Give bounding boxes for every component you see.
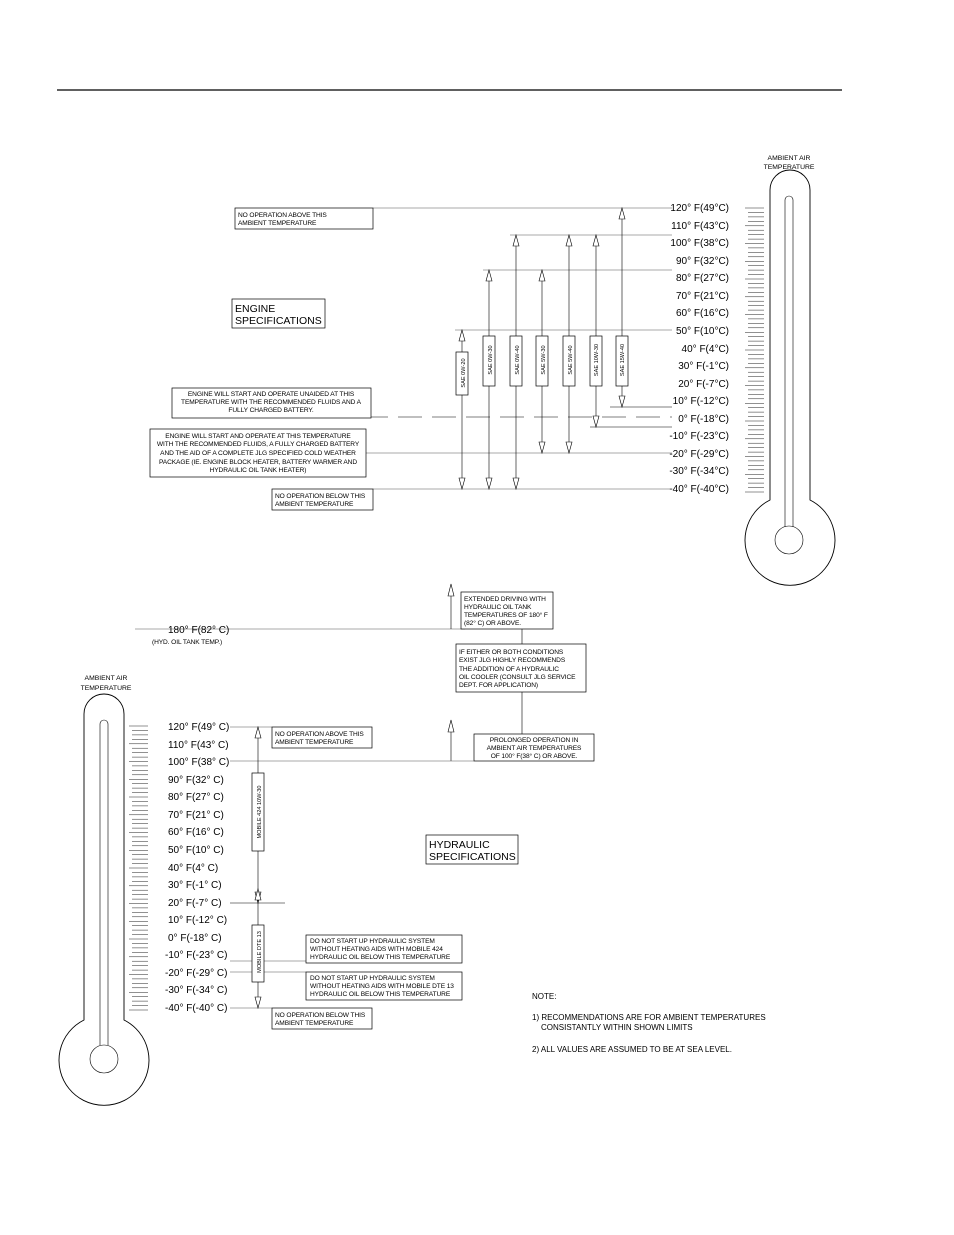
range-sae-10w-30	[590, 235, 602, 427]
engine-scale-0f: 0° F(-18°C)	[678, 414, 729, 425]
engine-scale-50f: 50° F(10°C)	[675, 326, 729, 337]
engine-thermometer-caption-line1: AMBIENT AIR	[767, 155, 811, 162]
note-1-line2: CONSISTANTLY WITHIN SHOWN LIMITS	[541, 1023, 693, 1032]
hydraulic-scale-100f: 100° F(38° C)	[168, 757, 230, 768]
oil-label-sae-0w-40: SAE 0W-40	[515, 345, 521, 375]
hydraulic-scale-30f: 30° F(-1° C)	[168, 880, 222, 891]
hydraulic-ambient-arrow-head	[448, 720, 454, 732]
engine-thermometer-outline	[745, 170, 835, 585]
notes-block	[532, 992, 766, 1054]
range-sae-10w-30-arrow-down	[593, 416, 599, 427]
hydraulic-scale-110f: 110° F(43° C)	[168, 740, 229, 751]
hydraulic-scale-minus20f: -20° F(-29° C)	[165, 968, 228, 979]
range-sae-0w-20-arrow-up	[459, 330, 465, 341]
hydraulic-scale-120f: 120° F(49° C)	[168, 722, 230, 733]
hydraulic-scale-minus40f: -40° F(-40° C)	[165, 1003, 228, 1014]
hydraulic-scale-10f: 10° F(-12° C)	[168, 915, 228, 926]
range-sae-5w-40-arrow-down	[566, 442, 572, 453]
hydraulic-prolonged-line3: OF 100° F(38° C) OR ABOVE.	[490, 753, 578, 760]
hydraulic-scale-90f: 90° F(32° C)	[168, 775, 224, 786]
hydraulic-either-line5: DEPT. FOR APPLICATION)	[459, 682, 539, 689]
range-sae-5w-40-arrow-up	[566, 235, 572, 246]
hydraulic-extended-line2: HYDRAULIC OIL TANK	[464, 604, 532, 611]
engine-scale-100f: 100° F(38°C)	[670, 238, 729, 249]
engine-no-op-below-line2: AMBIENT TEMPERATURE	[275, 501, 354, 508]
hydraulic-scale-minus10f: -10° F(-23° C)	[165, 950, 228, 961]
hydraulic-scale-20f: 20° F(-7° C)	[168, 898, 222, 909]
hydraulic-scale-80f: 80° F(27° C)	[168, 792, 224, 803]
range-sae-15w-40-arrow-down	[619, 396, 625, 407]
hydraulic-no-op-above-line2: AMBIENT TEMPERATURE	[275, 739, 354, 746]
range-sae-0w-30	[483, 270, 495, 489]
hydraulic-mobile424-warning-line1: DO NOT START UP HYDRAULIC SYSTEM	[310, 938, 435, 945]
engine-scale-minus40f: -40° F(-40°C)	[669, 484, 729, 495]
oil-label-sae-0w-20: SAE 0W-20	[461, 358, 467, 388]
engine-scale-minus10f: -10° F(-23°C)	[669, 431, 729, 442]
hydraulic-thermometer-bulb	[90, 1045, 118, 1073]
hydraulic-tank-temp-caption: (HYD. OIL TANK TEMP.)	[152, 639, 223, 646]
hydraulic-either-line2: EXIST JLG HIGHLY RECOMMENDS	[459, 657, 566, 664]
engine-title-line1: ENGINE	[235, 303, 276, 315]
hydraulic-extended-line3: TEMPERATURES OF 180° F	[464, 612, 548, 619]
note-2: 2) ALL VALUES ARE ASSUMED TO BE AT SEA LEVEL.	[532, 1045, 732, 1054]
range-sae-15w-40	[616, 208, 628, 407]
range-sae-0w-30-arrow-down	[486, 478, 492, 489]
engine-scale-60f: 60° F(16°C)	[675, 308, 729, 319]
engine-temperature-scale	[669, 203, 729, 495]
range-sae-0w-20	[456, 330, 468, 489]
hydraulic-dte13-warning-line3: HYDRAULIC OIL BELOW THIS TEMPERATURE	[310, 991, 451, 998]
range-sae-5w-40	[563, 235, 575, 453]
hydraulic-scale-0f: 0° F(-18° C)	[168, 933, 222, 944]
hydraulic-thermometer-outline	[59, 694, 149, 1105]
engine-thermometer-bulb	[775, 526, 803, 554]
engine-no-op-above-line2: AMBIENT TEMPERATURE	[238, 220, 317, 227]
hydraulic-no-op-below-line2: AMBIENT TEMPERATURE	[275, 1020, 354, 1027]
range-sae-0w-20-arrow-down	[459, 478, 465, 489]
hydraulic-specifications-section	[59, 584, 594, 1105]
hydraulic-extended-line4: (82° C) OR ABOVE.	[464, 620, 521, 627]
engine-scale-70f: 70° F(21°C)	[675, 291, 729, 302]
oil-label-mobile-424: MOBILE 424 10W-30	[257, 785, 263, 839]
range-sae-5w-30-arrow-up	[539, 270, 545, 281]
oil-label-sae-5w-30: SAE 5W-30	[541, 345, 547, 375]
hydraulic-thermometer	[59, 675, 149, 1105]
hydraulic-tank-arrow-head	[448, 584, 454, 596]
engine-unaided-line1: ENGINE WILL START AND OPERATE UNAIDED AT THIS	[187, 391, 355, 398]
hydraulic-prolonged-line2: AMBIENT AIR TEMPERATURES	[486, 745, 582, 752]
engine-cold-weather-line3: AND THE AID OF A COMPLETE JLG SPECIFIED COLD WEATHER	[160, 450, 356, 457]
engine-cold-weather-line2: WITH THE RECOMMENDED FLUIDS, A FULLY CHARGED BATTERY	[156, 441, 360, 448]
engine-thermometer-ticks	[745, 208, 764, 492]
engine-scale-40f: 40° F(4°C)	[681, 344, 729, 355]
hydraulic-thermometer-caption-line2: TEMPERATURE	[80, 685, 132, 692]
engine-no-op-above-line1: NO OPERATION ABOVE THIS	[238, 212, 327, 219]
hydraulic-temperature-scale	[165, 722, 229, 1014]
engine-specifications-section	[150, 155, 835, 585]
hydraulic-mobile424-warning-line2: WITHOUT HEATING AIDS WITH MOBILE 424	[310, 946, 443, 953]
engine-cold-weather-line4: PACKAGE (IE. ENGINE BLOCK HEATER, BATTERY WARMER AND	[158, 459, 358, 466]
engine-thermometer-caption-line2: TEMPERATURE	[763, 164, 815, 171]
hydraulic-thermometer-tube	[100, 720, 108, 1045]
engine-thermometer	[745, 155, 835, 585]
engine-unaided-line3: FULLY CHARGED BATTERY.	[228, 407, 314, 414]
hydraulic-prolonged-line1: PROLONGED OPERATION IN	[489, 737, 579, 744]
engine-title-line2: SPECIFICATIONS	[235, 315, 322, 327]
hydraulic-mobile424-warning-line3: HYDRAULIC OIL BELOW THIS TEMPERATURE	[310, 954, 451, 961]
hydraulic-no-op-below-line1: NO OPERATION BELOW THIS	[275, 1012, 366, 1019]
hydraulic-scale-minus30f: -30° F(-34° C)	[165, 985, 228, 996]
oil-label-sae-5w-40: SAE 5W-40	[568, 345, 574, 375]
engine-scale-10f: 10° F(-12°C)	[672, 396, 729, 407]
oil-label-sae-10w-30: SAE 10W-30	[594, 343, 600, 377]
hydraulic-title-line2: SPECIFICATIONS	[429, 851, 516, 863]
engine-cold-weather-line1: ENGINE WILL START AND OPERATE AT THIS TEMPERATURE	[165, 433, 351, 440]
engine-thermometer-tube	[785, 196, 793, 527]
oil-label-sae-15w-40: SAE 15W-40	[620, 343, 626, 377]
range-sae-0w-30-arrow-up	[486, 270, 492, 281]
hydraulic-dte13-warning-line1: DO NOT START UP HYDRAULIC SYSTEM	[310, 975, 435, 982]
engine-scale-90f: 90° F(32°C)	[675, 256, 729, 267]
engine-scale-110f: 110° F(43°C)	[671, 221, 729, 232]
range-mobile-424-arrow-up	[255, 727, 261, 738]
engine-scale-30f: 30° F(-1°C)	[678, 361, 729, 372]
hydraulic-scale-50f: 50° F(10° C)	[168, 845, 224, 856]
hydraulic-dte13-warning-line2: WITHOUT HEATING AIDS WITH MOBILE DTE 13	[310, 983, 454, 990]
hydraulic-no-op-above-line1: NO OPERATION ABOVE THIS	[275, 731, 364, 738]
hydraulic-thermometer-ticks	[129, 726, 148, 1010]
range-sae-15w-40-arrow-up	[619, 208, 625, 219]
hydraulic-either-line3: THE ADDITION OF A HYDRAULIC	[459, 666, 559, 673]
hydraulic-thermometer-caption-line1: AMBIENT AIR	[84, 675, 128, 682]
hydraulic-tank-temp: 180° F(82° C)	[168, 625, 230, 636]
oil-label-mobile-dte-13: MOBILE DTE 13	[257, 931, 263, 973]
engine-scale-20f: 20° F(-7°C)	[678, 379, 729, 390]
engine-scale-120f: 120° F(49°C)	[670, 203, 729, 214]
hydraulic-either-line4: OIL COOLER (CONSULT JLG SERVICE	[459, 674, 576, 681]
range-sae-0w-40-arrow-up	[513, 235, 519, 246]
hydraulic-scale-40f: 40° F(4° C)	[168, 863, 219, 874]
hydraulic-either-line1: IF EITHER OR BOTH CONDITIONS	[459, 649, 564, 656]
engine-cold-weather-line5: HYDRAULIC OIL TANK HEATER)	[209, 467, 307, 474]
hydraulic-extended-line1: EXTENDED DRIVING WITH	[464, 596, 546, 603]
engine-unaided-line2: TEMPERATURE WITH THE RECOMMENDED FLUIDS AND A	[181, 399, 361, 406]
engine-scale-minus20f: -20° F(-29°C)	[669, 449, 729, 460]
note-1-line1: 1) RECOMMENDATIONS ARE FOR AMBIENT TEMPERATURES	[532, 1013, 766, 1022]
hydraulic-title-line1: HYDRAULIC	[429, 839, 490, 851]
notes-heading: NOTE:	[532, 992, 557, 1001]
range-sae-0w-40-arrow-down	[513, 478, 519, 489]
hydraulic-scale-70f: 70° F(21° C)	[168, 810, 224, 821]
engine-no-op-below-line1: NO OPERATION BELOW THIS	[275, 493, 366, 500]
engine-scale-minus30f: -30° F(-34°C)	[669, 466, 729, 477]
range-sae-5w-30-arrow-down	[539, 442, 545, 453]
oil-label-sae-0w-30: SAE 0W-30	[488, 345, 494, 375]
range-sae-10w-30-arrow-up	[593, 235, 599, 246]
engine-scale-80f: 80° F(27°C)	[675, 273, 729, 284]
range-mobile-dte-13-arrow-down	[255, 997, 261, 1008]
hydraulic-scale-60f: 60° F(16° C)	[168, 827, 224, 838]
